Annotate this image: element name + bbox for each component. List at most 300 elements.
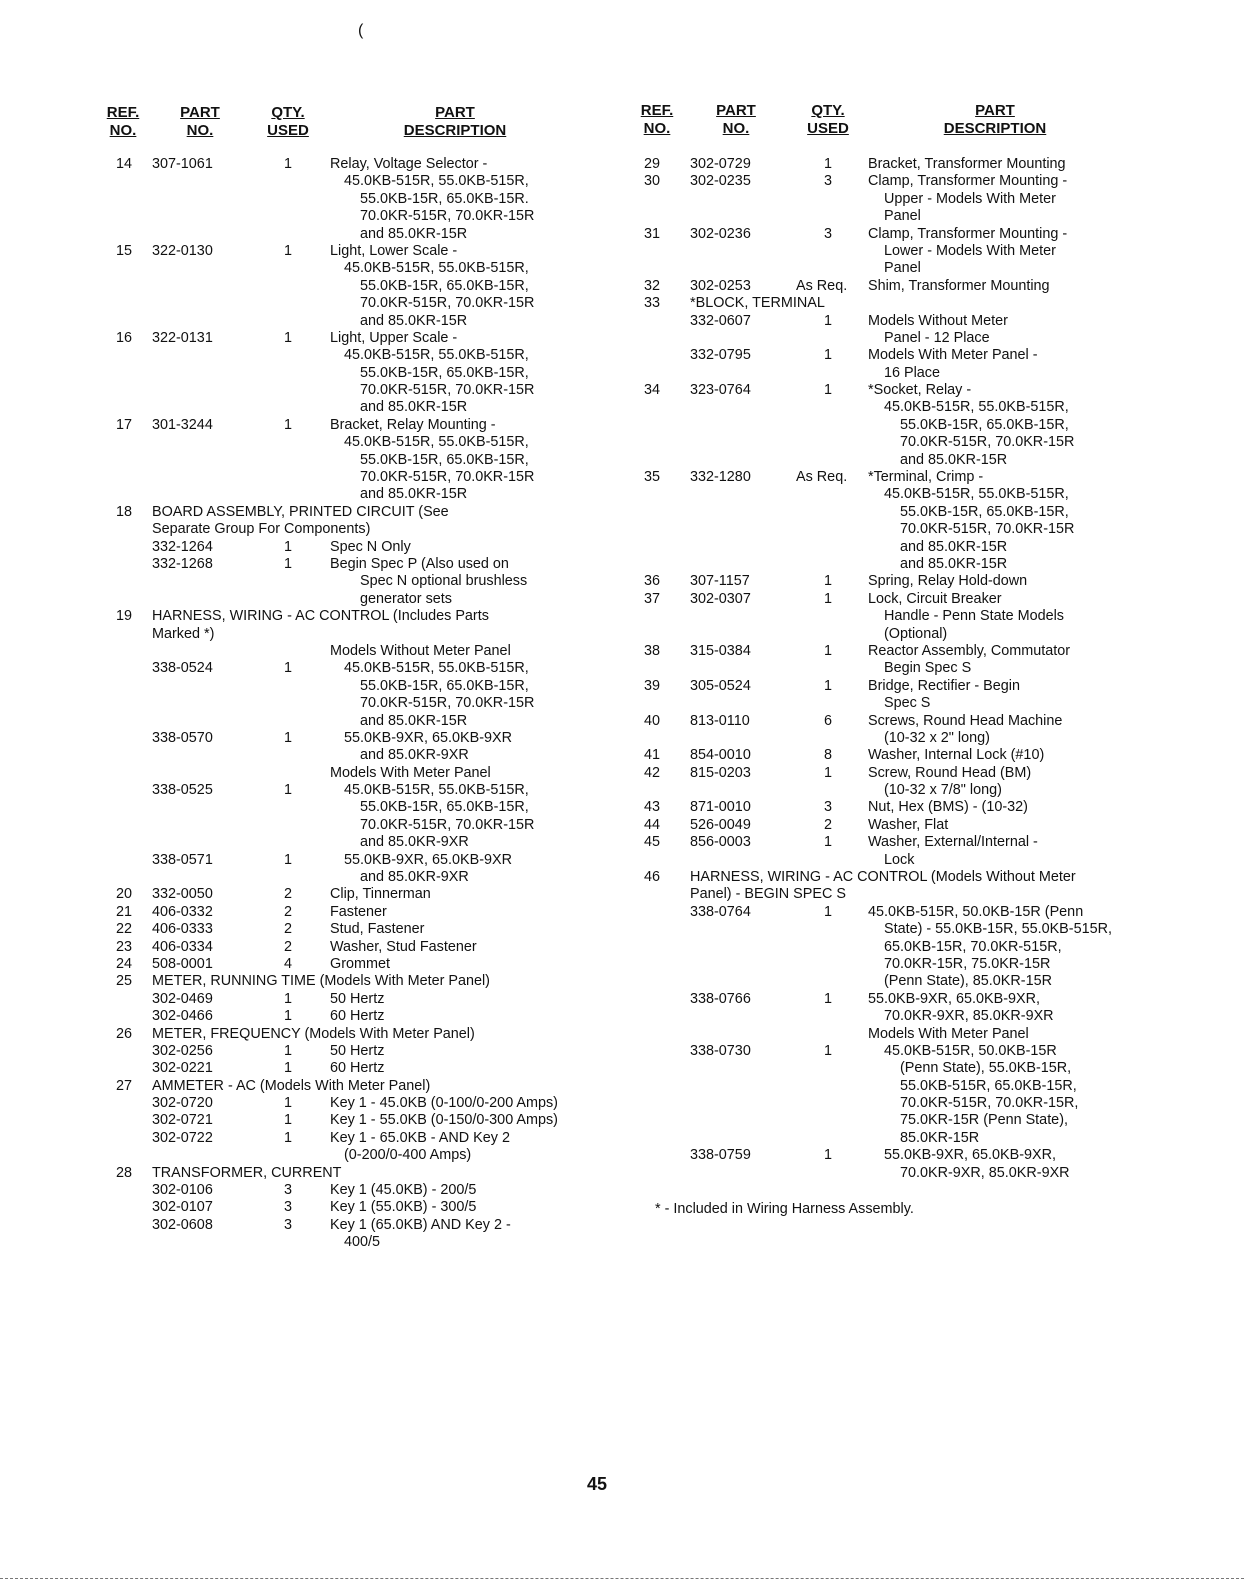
parts-row — [638, 782, 1178, 799]
part-description: Washer, Stud Fastener — [330, 938, 477, 955]
parts-row — [100, 1217, 620, 1234]
ref-no: 46 — [643, 869, 660, 886]
part-no: 302-0729 — [690, 156, 751, 172]
parts-row — [100, 643, 620, 660]
qty-used: 1 — [284, 242, 293, 259]
qty-used: 1 — [824, 382, 833, 399]
parts-row — [638, 626, 1178, 643]
part-no: 302-0235 — [690, 173, 751, 190]
qty-used: 2 — [824, 816, 833, 833]
parts-row — [638, 295, 1178, 312]
part-no: 302-0256 — [152, 1042, 213, 1059]
part-description: 55.0KB-15R, 65.0KB-15R, — [360, 677, 529, 694]
part-description: and 85.0KR-15R — [360, 712, 468, 729]
part-description: and 85.0KR-9XR — [360, 747, 469, 764]
part-no: 302-0107 — [152, 1199, 213, 1216]
part-description: Clamp, Transformer Mounting - — [868, 225, 1068, 242]
part-description: Lock, Circuit Breaker — [868, 590, 1002, 607]
part-no: 302-0236 — [690, 225, 751, 242]
part-no: 813-0110 — [690, 712, 750, 729]
part-description: 55.0KB-9XR, 65.0KB-9XR, — [868, 990, 1040, 1007]
part-description: 50 Hertz — [330, 990, 385, 1007]
right-parts-rows — [638, 156, 1178, 1182]
qty-used: 1 — [824, 347, 833, 364]
parts-row — [638, 1112, 1178, 1129]
parts-row — [100, 226, 620, 243]
parts-row — [100, 504, 620, 521]
part-no: 302-0221 — [152, 1060, 213, 1077]
ref-no: 39 — [643, 677, 660, 694]
page-number: 45 — [587, 1474, 608, 1494]
parts-row — [100, 678, 620, 695]
part-description: Spring, Relay Hold-down — [868, 573, 1028, 590]
qty-used: 3 — [284, 1199, 293, 1216]
ref-no: 28 — [115, 1164, 132, 1181]
part-no: 315-0384 — [690, 642, 751, 659]
parts-row — [638, 173, 1178, 190]
qty-used: 1 — [824, 642, 833, 659]
parts-row — [638, 973, 1178, 990]
part-description: 55.0KB-15R, 65.0KB-15R, — [900, 503, 1069, 520]
part-description: Lower - Models With Meter — [884, 242, 1056, 259]
part-description: Models Without Meter — [868, 312, 1008, 329]
parts-row — [638, 886, 1178, 903]
qty-used: 1 — [284, 416, 293, 433]
group-heading: HARNESS, WIRING - AC CONTROL (Models Without Meter — [690, 869, 1076, 886]
parts-row — [638, 347, 1178, 364]
part-description: Light, Upper Scale - — [330, 329, 458, 346]
parts-row — [100, 347, 620, 364]
stray-mark: ( — [358, 22, 364, 39]
ref-no: 20 — [115, 886, 132, 903]
parts-row — [638, 904, 1178, 921]
part-description: and 85.0KR-15R — [900, 555, 1008, 572]
part-no: 332-1264 — [152, 538, 213, 555]
group-heading: TRANSFORMER, CURRENT — [152, 1164, 342, 1181]
parts-row — [100, 573, 620, 590]
parts-row — [100, 556, 620, 573]
parts-row — [100, 417, 620, 434]
footnote: * - Included in Wiring Harness Assembly. — [655, 1201, 914, 1217]
parts-row — [100, 539, 620, 556]
parts-row — [638, 956, 1178, 973]
parts-row — [100, 330, 620, 347]
part-description: 45.0KB-515R, 55.0KB-515R, — [344, 260, 529, 277]
ref-no: 19 — [115, 608, 132, 625]
part-description: 70.0KR-9XR, 85.0KR-9XR — [884, 1008, 1054, 1025]
part-no: 302-0466 — [152, 1008, 213, 1025]
part-description: Key 1 - 65.0KB - AND Key 2 — [330, 1129, 510, 1146]
part-no: 406-0334 — [152, 938, 213, 955]
part-description: 70.0KR-515R, 70.0KR-15R — [360, 469, 535, 486]
part-description: and 85.0KR-15R — [900, 538, 1008, 555]
parts-row — [100, 469, 620, 486]
parts-row — [638, 452, 1178, 469]
parts-row — [100, 869, 620, 886]
part-description: Panel — [884, 208, 921, 225]
part-no: 302-0469 — [152, 990, 213, 1007]
part-no: 338-0766 — [690, 990, 751, 1007]
part-description: (10-32 x 2" long) — [884, 729, 990, 746]
group-heading: METER, FREQUENCY (Models With Meter Panel) — [152, 1025, 475, 1042]
parts-row — [638, 765, 1178, 782]
ref-no: 32 — [643, 277, 660, 294]
ref-no: 23 — [115, 938, 132, 955]
parts-row — [100, 1130, 620, 1147]
parts-row — [638, 156, 1178, 173]
part-description: Models With Meter Panel — [330, 764, 491, 781]
header-ref-no: REF. NO. — [640, 102, 674, 137]
part-description: 75.0KR-15R (Penn State), — [900, 1112, 1068, 1129]
part-description: Models With Meter Panel — [868, 1025, 1029, 1042]
group-heading: HARNESS, WIRING - AC CONTROL (Includes Parts — [152, 608, 489, 625]
part-description: Washer, Internal Lock (#10) — [868, 747, 1045, 764]
qty-used: 1 — [284, 1129, 293, 1146]
parts-row — [638, 1026, 1178, 1043]
group-heading: Marked *) — [152, 625, 215, 642]
parts-row — [638, 1008, 1178, 1025]
part-description: generator sets — [360, 590, 452, 607]
part-description: Washer, External/Internal - — [868, 834, 1038, 851]
ref-no: 30 — [643, 173, 660, 190]
qty-used: 3 — [824, 225, 833, 242]
parts-row — [638, 799, 1178, 816]
right-parts-column — [638, 104, 1178, 1182]
part-description: 70.0KR-515R, 70.0KR-15R — [900, 521, 1075, 538]
part-description: 55.0KB-9XR, 65.0KB-9XR, — [884, 1147, 1056, 1164]
ref-no: 14 — [115, 156, 132, 172]
part-no: 338-0570 — [152, 729, 213, 746]
part-no: 302-0106 — [152, 1182, 213, 1199]
part-no: 338-0730 — [690, 1042, 751, 1059]
part-description: Bridge, Rectifier - Begin — [868, 677, 1020, 694]
parts-row — [638, 1078, 1178, 1095]
parts-row — [638, 1095, 1178, 1112]
parts-row — [100, 1165, 620, 1182]
part-no: 332-0607 — [690, 312, 751, 329]
ref-no: 29 — [643, 156, 660, 172]
part-description: 16 Place — [884, 364, 941, 381]
part-no: 322-0131 — [152, 329, 213, 346]
header-qty-used: QTY. USED — [807, 102, 849, 137]
part-description: Spec S — [884, 695, 931, 712]
part-description: Clip, Tinnerman — [330, 886, 431, 903]
parts-row — [100, 486, 620, 503]
header-qty-used: QTY. USED — [267, 104, 309, 139]
ref-no: 37 — [643, 590, 660, 607]
part-description: Screw, Round Head (BM) — [868, 764, 1032, 781]
parts-row — [638, 382, 1178, 399]
qty-used: 1 — [824, 590, 833, 607]
part-description: Nut, Hex (BMS) - (10-32) — [868, 799, 1028, 816]
part-description: Reactor Assembly, Commutator — [868, 642, 1071, 659]
part-description: 45.0KB-515R, 55.0KB-515R, — [884, 399, 1069, 416]
qty-used: As Req. — [796, 469, 848, 486]
parts-row — [100, 695, 620, 712]
parts-row — [100, 591, 620, 608]
qty-used: 1 — [284, 990, 293, 1007]
ref-no: 36 — [643, 573, 660, 590]
group-heading: Panel) - BEGIN SPEC S — [690, 886, 846, 903]
parts-row — [100, 713, 620, 730]
part-no: 332-1268 — [152, 555, 213, 572]
parts-row — [638, 399, 1178, 416]
parts-row — [100, 817, 620, 834]
part-no: 815-0203 — [690, 764, 751, 781]
part-no: 301-3244 — [152, 416, 213, 433]
parts-row — [638, 504, 1178, 521]
part-description: 45.0KB-515R, 50.0KB-15R — [884, 1042, 1057, 1059]
parts-row — [638, 226, 1178, 243]
parts-row — [100, 313, 620, 330]
group-heading: BOARD ASSEMBLY, PRINTED CIRCUIT (See — [152, 503, 449, 520]
header-part-no: PART NO. — [180, 104, 220, 139]
parts-row — [638, 260, 1178, 277]
part-description: 45.0KB-515R, 50.0KB-15R (Penn — [868, 903, 1084, 920]
parts-row — [100, 973, 620, 990]
parts-row — [100, 660, 620, 677]
qty-used: 1 — [824, 1042, 833, 1059]
parts-row — [100, 747, 620, 764]
part-no: 302-0722 — [152, 1129, 213, 1146]
parts-row — [638, 695, 1178, 712]
ref-no: 35 — [643, 469, 660, 486]
parts-row — [638, 991, 1178, 1008]
part-no: 302-0721 — [152, 1112, 213, 1129]
parts-row — [638, 365, 1178, 382]
part-no: 332-0050 — [152, 886, 213, 903]
qty-used: 1 — [284, 1008, 293, 1025]
parts-row — [100, 365, 620, 382]
parts-row — [100, 1078, 620, 1095]
parts-row — [100, 452, 620, 469]
parts-row — [100, 834, 620, 851]
qty-used: 1 — [284, 1060, 293, 1077]
parts-row — [100, 956, 620, 973]
part-description: (Penn State), 55.0KB-15R, — [900, 1060, 1072, 1077]
parts-row — [638, 521, 1178, 538]
ref-no: 33 — [643, 295, 660, 312]
parts-row — [100, 1112, 620, 1129]
part-description: 55.0KB-9XR, 65.0KB-9XR — [344, 729, 512, 746]
header-ref-no: REF. NO. — [106, 104, 140, 139]
part-description: 60 Hertz — [330, 1008, 385, 1025]
qty-used: 1 — [284, 1112, 293, 1129]
header-part-description: PART DESCRIPTION — [403, 104, 507, 139]
part-description: Spec N Only — [330, 538, 411, 555]
part-description: 70.0KR-515R, 70.0KR-15R — [360, 382, 535, 399]
ref-no: 24 — [115, 955, 132, 972]
qty-used: 1 — [284, 1095, 293, 1112]
parts-row — [100, 1199, 620, 1216]
ref-no: 45 — [643, 834, 660, 851]
parts-row — [100, 173, 620, 190]
part-description: Spec N optional brushless — [360, 573, 528, 590]
part-description: 50 Hertz — [330, 1042, 385, 1059]
qty-used: 1 — [824, 990, 833, 1007]
part-description: 65.0KB-15R, 70.0KR-515R, — [884, 938, 1062, 955]
part-description: 55.0KB-15R, 65.0KB-15R, — [360, 277, 529, 294]
part-description: 70.0KR-515R, 70.0KR-15R — [360, 295, 535, 312]
part-description: 400/5 — [344, 1234, 381, 1251]
part-description: Key 1 (55.0KB) - 300/5 — [330, 1199, 477, 1216]
parts-row — [638, 1060, 1178, 1077]
part-description: 55.0KB-15R, 65.0KB-15R, — [360, 364, 529, 381]
parts-row — [638, 939, 1178, 956]
ref-no: 38 — [643, 642, 660, 659]
qty-used: 1 — [284, 555, 293, 572]
parts-row — [100, 799, 620, 816]
left-parts-rows — [100, 156, 620, 1252]
parts-row — [100, 278, 620, 295]
header-part-no: PART NO. — [716, 102, 756, 137]
group-heading: AMMETER - AC (Models With Meter Panel) — [152, 1077, 431, 1094]
part-description: 45.0KB-515R, 55.0KB-515R, — [344, 173, 529, 190]
ref-no: 27 — [115, 1077, 132, 1094]
parts-row — [100, 295, 620, 312]
part-no: 508-0001 — [152, 955, 213, 972]
parts-row — [638, 678, 1178, 695]
ref-no: 31 — [643, 225, 660, 242]
parts-row — [638, 921, 1178, 938]
parts-row — [100, 260, 620, 277]
ref-no: 40 — [643, 712, 660, 729]
part-description: 55.0KB-515R, 65.0KB-15R, — [900, 1077, 1077, 1094]
part-description: Handle - Penn State Models — [884, 608, 1064, 625]
right-table-header — [638, 102, 1178, 154]
part-description: Washer, Flat — [868, 816, 949, 833]
part-description: Begin Spec S — [884, 660, 972, 677]
parts-row — [100, 208, 620, 225]
part-description: 70.0KR-515R, 70.0KR-15R — [360, 816, 535, 833]
parts-row — [100, 1095, 620, 1112]
parts-row — [638, 660, 1178, 677]
part-no: 871-0010 — [690, 799, 751, 816]
qty-used: 1 — [824, 156, 833, 172]
parts-row — [100, 730, 620, 747]
ref-no: 18 — [115, 503, 132, 520]
parts-row — [100, 1147, 620, 1164]
part-no: 323-0764 — [690, 382, 751, 399]
part-description: 45.0KB-515R, 55.0KB-515R, — [344, 434, 529, 451]
part-description: Key 1 - 45.0KB (0-100/0-200 Amps) — [330, 1095, 558, 1112]
parts-row — [638, 243, 1178, 260]
qty-used: 4 — [284, 955, 293, 972]
qty-used: 2 — [284, 886, 293, 903]
part-no: 338-0759 — [690, 1147, 751, 1164]
part-description: 55.0KB-15R, 65.0KB-15R, — [360, 799, 529, 816]
parts-row — [100, 852, 620, 869]
qty-used: 1 — [284, 660, 293, 677]
part-no: 406-0332 — [152, 903, 213, 920]
part-no: 302-0720 — [152, 1095, 213, 1112]
part-description: Light, Lower Scale - — [330, 242, 458, 259]
parts-row — [638, 1147, 1178, 1164]
part-description: and 85.0KR-15R — [360, 399, 468, 416]
part-description: 70.0KR-15R, 75.0KR-15R — [884, 955, 1051, 972]
parts-row — [100, 1043, 620, 1060]
part-description: (10-32 x 7/8" long) — [884, 782, 1002, 799]
part-description: Clamp, Transformer Mounting - — [868, 173, 1068, 190]
qty-used: 1 — [284, 1042, 293, 1059]
parts-row — [100, 921, 620, 938]
parts-row — [638, 208, 1178, 225]
parts-row — [638, 330, 1178, 347]
parts-row — [100, 1026, 620, 1043]
part-no: 338-0525 — [152, 782, 213, 799]
qty-used: 3 — [284, 1182, 293, 1199]
part-description: Bracket, Relay Mounting - — [330, 416, 496, 433]
part-description: Grommet — [330, 955, 390, 972]
ref-no: 41 — [643, 747, 660, 764]
parts-row — [100, 608, 620, 625]
left-parts-column — [100, 104, 620, 1252]
qty-used: 1 — [284, 156, 293, 172]
part-description: Screws, Round Head Machine — [868, 712, 1063, 729]
part-description: Stud, Fastener — [330, 921, 425, 938]
qty-used: 1 — [824, 1147, 833, 1164]
parts-row — [638, 591, 1178, 608]
parts-row — [638, 469, 1178, 486]
parts-row — [100, 939, 620, 956]
parts-row — [638, 434, 1178, 451]
part-description: and 85.0KR-15R — [360, 225, 468, 242]
part-description: Bracket, Transformer Mounting — [868, 156, 1066, 172]
parts-row — [638, 852, 1178, 869]
qty-used: 6 — [824, 712, 833, 729]
qty-used: 1 — [284, 729, 293, 746]
qty-used: 2 — [284, 938, 293, 955]
qty-used: 3 — [284, 1216, 293, 1233]
parts-row — [638, 1130, 1178, 1147]
bottom-dashed-rule — [0, 1578, 1244, 1579]
ref-no: 15 — [115, 242, 132, 259]
part-description: 55.0KB-15R, 65.0KB-15R. — [360, 190, 529, 207]
parts-row — [100, 156, 620, 173]
parts-row — [638, 608, 1178, 625]
parts-row — [638, 486, 1178, 503]
ref-no: 44 — [643, 816, 660, 833]
parts-row — [100, 904, 620, 921]
part-description: 45.0KB-515R, 55.0KB-515R, — [344, 782, 529, 799]
part-no: 332-0795 — [690, 347, 751, 364]
header-part-description: PART DESCRIPTION — [943, 102, 1047, 137]
qty-used: As Req. — [796, 277, 848, 294]
parts-row — [638, 539, 1178, 556]
parts-row — [100, 399, 620, 416]
qty-used: 1 — [824, 903, 833, 920]
part-no: 338-0571 — [152, 851, 213, 868]
qty-used: 1 — [284, 329, 293, 346]
part-description: Panel - 12 Place — [884, 329, 990, 346]
part-description: (Penn State), 85.0KR-15R — [884, 973, 1052, 990]
ref-no: 21 — [115, 903, 132, 920]
part-description: 70.0KR-515R, 70.0KR-15R — [360, 208, 535, 225]
part-no: 406-0333 — [152, 921, 213, 938]
part-description: and 85.0KR-15R — [900, 451, 1008, 468]
parts-row — [638, 747, 1178, 764]
ref-no: 42 — [643, 764, 660, 781]
part-description: *Socket, Relay - — [868, 382, 972, 399]
part-no: 338-0524 — [152, 660, 213, 677]
part-description: Key 1 (65.0KB) AND Key 2 - — [330, 1216, 511, 1233]
ref-no: 16 — [115, 329, 132, 346]
part-no: 332-1280 — [690, 469, 751, 486]
ref-no: 17 — [115, 416, 132, 433]
parts-row — [638, 278, 1178, 295]
part-description: *Terminal, Crimp - — [868, 469, 984, 486]
parts-row — [638, 313, 1178, 330]
